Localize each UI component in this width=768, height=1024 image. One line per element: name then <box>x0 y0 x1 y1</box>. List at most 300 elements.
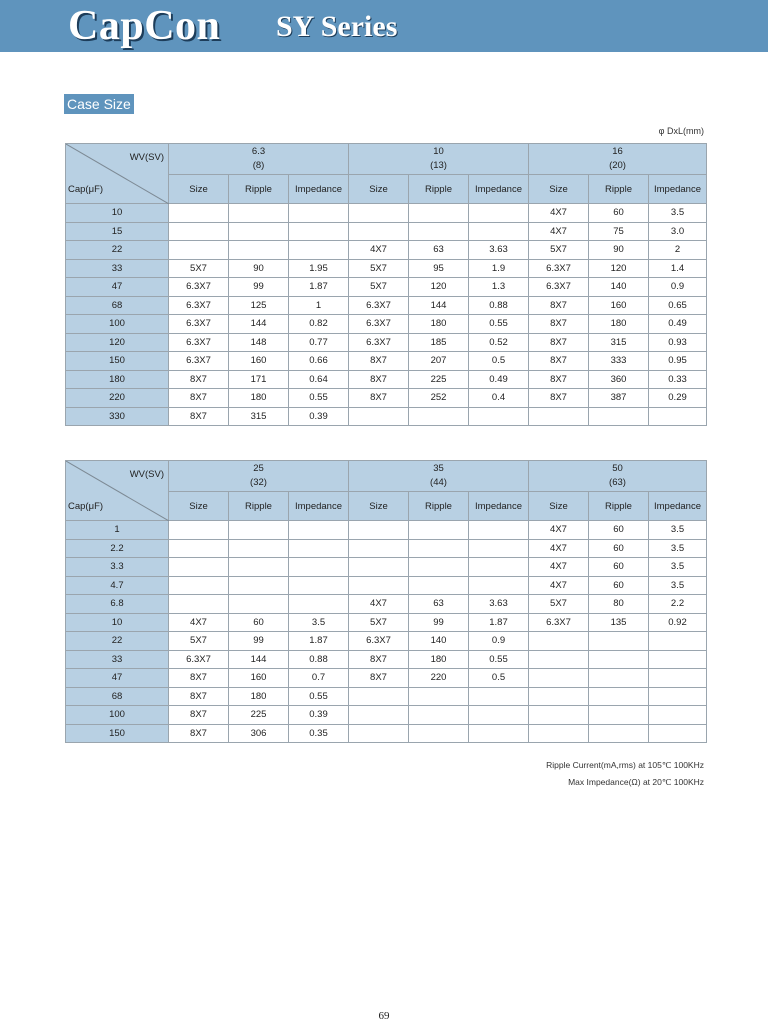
ripple-cell: 148 <box>229 333 289 352</box>
size-cell <box>169 595 229 614</box>
column-header-size: Size <box>529 175 589 204</box>
footnote-impedance: Max Impedance(Ω) at 20℃ 100KHz <box>568 777 704 787</box>
impedance-cell: 0.52 <box>469 333 529 352</box>
impedance-cell <box>649 407 707 426</box>
impedance-cell: 0.5 <box>469 669 529 688</box>
ripple-cell: 144 <box>409 296 469 315</box>
impedance-cell: 0.93 <box>649 333 707 352</box>
impedance-cell <box>469 558 529 577</box>
working-voltage: 35 <box>433 463 444 474</box>
table-row <box>66 706 707 725</box>
impedance-cell: 0.77 <box>289 333 349 352</box>
impedance-cell <box>469 539 529 558</box>
impedance-cell: 2 <box>649 241 707 260</box>
surge-voltage: (63) <box>609 477 626 488</box>
impedance-cell <box>649 706 707 725</box>
size-cell: 8X7 <box>349 389 409 408</box>
impedance-cell: 0.55 <box>469 315 529 334</box>
impedance-cell: 0.4 <box>469 389 529 408</box>
ripple-cell <box>409 687 469 706</box>
impedance-cell: 3.5 <box>649 576 707 595</box>
surge-voltage: (13) <box>430 160 447 171</box>
impedance-cell <box>469 407 529 426</box>
size-cell <box>169 558 229 577</box>
impedance-cell: 0.49 <box>649 315 707 334</box>
ripple-cell: 180 <box>229 389 289 408</box>
capacitance-cell: 15 <box>66 222 169 241</box>
size-cell: 4X7 <box>349 595 409 614</box>
table-row <box>66 389 707 408</box>
impedance-cell <box>469 222 529 241</box>
table-row <box>66 333 707 352</box>
ripple-cell: 144 <box>229 315 289 334</box>
impedance-cell <box>289 576 349 595</box>
ripple-cell: 60 <box>589 204 649 223</box>
table-row <box>66 278 707 297</box>
size-cell: 8X7 <box>169 407 229 426</box>
capacitance-cell: 33 <box>66 650 169 669</box>
surge-voltage: (44) <box>430 477 447 488</box>
column-header-ripple: Ripple <box>409 492 469 521</box>
voltage-header <box>529 144 707 175</box>
ripple-cell: 180 <box>229 687 289 706</box>
size-cell: 4X7 <box>529 204 589 223</box>
table-row <box>66 724 707 743</box>
column-header-ripple: Ripple <box>589 492 649 521</box>
size-cell: 5X7 <box>349 613 409 632</box>
capacitance-cell: 10 <box>66 613 169 632</box>
ripple-cell: 160 <box>229 669 289 688</box>
impedance-cell: 0.39 <box>289 706 349 725</box>
ripple-cell: 125 <box>229 296 289 315</box>
size-cell: 6.3X7 <box>529 259 589 278</box>
ripple-cell: 80 <box>589 595 649 614</box>
column-header-size: Size <box>529 492 589 521</box>
size-cell <box>349 407 409 426</box>
capacitance-cell: 22 <box>66 632 169 651</box>
size-cell: 8X7 <box>349 650 409 669</box>
impedance-cell <box>649 724 707 743</box>
ripple-cell <box>229 204 289 223</box>
ripple-cell <box>589 687 649 706</box>
ripple-cell: 140 <box>409 632 469 651</box>
size-cell: 8X7 <box>349 370 409 389</box>
size-cell: 6.3X7 <box>529 613 589 632</box>
impedance-cell: 0.88 <box>469 296 529 315</box>
ripple-cell: 252 <box>409 389 469 408</box>
ripple-cell: 160 <box>589 296 649 315</box>
size-cell: 4X7 <box>529 222 589 241</box>
size-cell <box>169 222 229 241</box>
impedance-cell: 0.35 <box>289 724 349 743</box>
impedance-cell: 0.66 <box>289 352 349 371</box>
impedance-cell: 0.65 <box>649 296 707 315</box>
capacitance-cell: 180 <box>66 370 169 389</box>
size-cell: 6.3X7 <box>169 278 229 297</box>
size-cell: 8X7 <box>529 389 589 408</box>
size-cell: 6.3X7 <box>349 296 409 315</box>
impedance-cell: 0.92 <box>649 613 707 632</box>
ripple-cell <box>229 241 289 260</box>
page-number: 69 <box>378 1010 390 1022</box>
impedance-cell: 1 <box>289 296 349 315</box>
column-header-ripple: Ripple <box>229 175 289 204</box>
impedance-cell: 0.64 <box>289 370 349 389</box>
capacitance-cell: 6.8 <box>66 595 169 614</box>
corner-header <box>66 461 169 521</box>
ripple-cell: 306 <box>229 724 289 743</box>
brand-logo: CapCon <box>68 3 221 49</box>
size-cell: 5X7 <box>349 278 409 297</box>
working-voltage: 10 <box>433 146 444 157</box>
size-cell: 8X7 <box>349 352 409 371</box>
ripple-cell <box>589 669 649 688</box>
capacitance-cell: 47 <box>66 278 169 297</box>
column-header-impedance: Impedance <box>649 175 707 204</box>
cap-label: Cap(μF) <box>68 184 104 195</box>
impedance-cell: 3.5 <box>649 204 707 223</box>
working-voltage: 16 <box>612 146 623 157</box>
ripple-cell <box>409 724 469 743</box>
table-row <box>66 687 707 706</box>
ripple-cell <box>229 558 289 577</box>
impedance-cell: 1.95 <box>289 259 349 278</box>
header-banner <box>0 0 768 52</box>
cap-label: Cap(μF) <box>68 501 104 512</box>
capacitance-cell: 220 <box>66 389 169 408</box>
capacitance-cell: 47 <box>66 669 169 688</box>
spec-table-low-voltage <box>65 143 707 426</box>
size-cell: 6.3X7 <box>529 278 589 297</box>
ripple-cell <box>589 407 649 426</box>
size-cell: 8X7 <box>529 296 589 315</box>
column-header-size: Size <box>169 175 229 204</box>
ripple-cell: 180 <box>409 315 469 334</box>
surge-voltage: (32) <box>250 477 267 488</box>
voltage-header <box>169 144 349 175</box>
ripple-cell: 225 <box>229 706 289 725</box>
size-cell: 8X7 <box>529 333 589 352</box>
table-row <box>66 241 707 260</box>
size-cell: 4X7 <box>529 558 589 577</box>
footnote-ripple: Ripple Current(mA,rms) at 105℃ 100KHz <box>546 760 704 770</box>
impedance-cell <box>649 687 707 706</box>
table-row <box>66 296 707 315</box>
size-cell <box>349 521 409 540</box>
column-header-size: Size <box>349 175 409 204</box>
ripple-cell <box>229 222 289 241</box>
capacitance-cell: 22 <box>66 241 169 260</box>
size-cell: 5X7 <box>529 595 589 614</box>
size-cell: 4X7 <box>529 521 589 540</box>
impedance-cell <box>289 595 349 614</box>
ripple-cell: 160 <box>229 352 289 371</box>
ripple-cell: 75 <box>589 222 649 241</box>
ripple-cell: 60 <box>589 539 649 558</box>
table-row <box>66 259 707 278</box>
impedance-cell: 3.63 <box>469 241 529 260</box>
size-cell <box>169 521 229 540</box>
table-row <box>66 576 707 595</box>
size-cell <box>349 222 409 241</box>
capacitance-cell: 150 <box>66 352 169 371</box>
impedance-cell <box>649 669 707 688</box>
size-cell: 4X7 <box>169 613 229 632</box>
impedance-cell: 0.55 <box>289 389 349 408</box>
impedance-cell: 0.88 <box>289 650 349 669</box>
impedance-cell <box>289 204 349 223</box>
capacitance-cell: 120 <box>66 333 169 352</box>
size-cell: 8X7 <box>529 352 589 371</box>
impedance-cell <box>469 706 529 725</box>
table-row <box>66 315 707 334</box>
ripple-cell: 180 <box>589 315 649 334</box>
impedance-cell <box>469 687 529 706</box>
ripple-cell: 63 <box>409 595 469 614</box>
column-header-impedance: Impedance <box>289 175 349 204</box>
ripple-cell: 171 <box>229 370 289 389</box>
column-header-ripple: Ripple <box>229 492 289 521</box>
size-cell: 5X7 <box>169 259 229 278</box>
impedance-cell: 1.87 <box>289 632 349 651</box>
size-cell: 4X7 <box>529 576 589 595</box>
size-cell <box>349 576 409 595</box>
section-label: Case Size <box>64 94 134 114</box>
impedance-cell: 1.87 <box>289 278 349 297</box>
ripple-cell: 315 <box>589 333 649 352</box>
capacitance-cell: 33 <box>66 259 169 278</box>
impedance-cell: 0.9 <box>649 278 707 297</box>
impedance-cell: 0.55 <box>469 650 529 669</box>
voltage-header <box>349 144 529 175</box>
surge-voltage: (20) <box>609 160 626 171</box>
impedance-cell <box>289 241 349 260</box>
impedance-cell: 3.5 <box>289 613 349 632</box>
ripple-cell <box>589 650 649 669</box>
ripple-cell: 99 <box>229 632 289 651</box>
capacitance-cell: 10 <box>66 204 169 223</box>
wv-label: WV(SV) <box>129 152 164 163</box>
size-cell <box>169 241 229 260</box>
table-row <box>66 521 707 540</box>
ripple-cell <box>409 222 469 241</box>
impedance-cell: 1.9 <box>469 259 529 278</box>
size-cell <box>349 724 409 743</box>
unit-note: φ DxL(mm) <box>658 126 704 136</box>
impedance-cell: 3.5 <box>649 558 707 577</box>
series-title: SY Series <box>276 10 398 43</box>
table-row <box>66 613 707 632</box>
ripple-cell: 99 <box>409 613 469 632</box>
ripple-cell: 90 <box>589 241 649 260</box>
ripple-cell: 144 <box>229 650 289 669</box>
table-row <box>66 558 707 577</box>
surge-voltage: (8) <box>252 160 265 171</box>
size-cell: 6.3X7 <box>169 650 229 669</box>
column-header-impedance: Impedance <box>649 492 707 521</box>
impedance-cell: 3.0 <box>649 222 707 241</box>
impedance-cell: 0.49 <box>469 370 529 389</box>
working-voltage: 6.3 <box>251 146 266 157</box>
ripple-cell: 135 <box>589 613 649 632</box>
size-cell: 8X7 <box>349 669 409 688</box>
ripple-cell <box>589 706 649 725</box>
size-cell <box>349 558 409 577</box>
ripple-cell <box>229 595 289 614</box>
impedance-cell: 1.4 <box>649 259 707 278</box>
size-cell <box>529 687 589 706</box>
column-header-size: Size <box>169 492 229 521</box>
capacitance-cell: 4.7 <box>66 576 169 595</box>
size-cell: 6.3X7 <box>169 333 229 352</box>
impedance-cell: 0.82 <box>289 315 349 334</box>
ripple-cell <box>409 576 469 595</box>
size-cell: 6.3X7 <box>169 352 229 371</box>
wv-label: WV(SV) <box>129 469 164 480</box>
table-row <box>66 539 707 558</box>
ripple-cell <box>229 539 289 558</box>
capacitance-cell: 150 <box>66 724 169 743</box>
size-cell: 8X7 <box>169 687 229 706</box>
size-cell: 8X7 <box>169 706 229 725</box>
size-cell: 6.3X7 <box>169 315 229 334</box>
impedance-cell: 0.29 <box>649 389 707 408</box>
ripple-cell: 387 <box>589 389 649 408</box>
working-voltage: 25 <box>253 463 264 474</box>
size-cell <box>349 204 409 223</box>
column-header-impedance: Impedance <box>469 492 529 521</box>
ripple-cell: 120 <box>409 278 469 297</box>
impedance-cell: 3.5 <box>649 521 707 540</box>
size-cell: 6.3X7 <box>349 632 409 651</box>
column-header-size: Size <box>349 492 409 521</box>
size-cell: 6.3X7 <box>349 333 409 352</box>
impedance-cell: 3.63 <box>469 595 529 614</box>
size-cell: 8X7 <box>529 315 589 334</box>
size-cell <box>529 669 589 688</box>
size-cell: 5X7 <box>529 241 589 260</box>
ripple-cell: 60 <box>589 521 649 540</box>
size-cell: 6.3X7 <box>169 296 229 315</box>
impedance-cell: 0.9 <box>469 632 529 651</box>
impedance-cell <box>469 724 529 743</box>
voltage-header <box>529 461 707 492</box>
impedance-cell: 2.2 <box>649 595 707 614</box>
size-cell: 4X7 <box>349 241 409 260</box>
voltage-header <box>349 461 529 492</box>
ripple-cell <box>589 632 649 651</box>
ripple-cell <box>229 576 289 595</box>
impedance-cell <box>649 650 707 669</box>
size-cell <box>529 632 589 651</box>
size-cell: 8X7 <box>169 669 229 688</box>
impedance-cell: 0.95 <box>649 352 707 371</box>
capacitance-cell: 100 <box>66 706 169 725</box>
capacitance-cell: 68 <box>66 687 169 706</box>
capacitance-cell: 330 <box>66 407 169 426</box>
spec-table-high-voltage <box>65 460 707 743</box>
table-row <box>66 370 707 389</box>
ripple-cell: 207 <box>409 352 469 371</box>
table-row <box>66 222 707 241</box>
working-voltage: 50 <box>612 463 623 474</box>
size-cell: 8X7 <box>169 389 229 408</box>
ripple-cell: 99 <box>229 278 289 297</box>
ripple-cell: 185 <box>409 333 469 352</box>
table-row <box>66 669 707 688</box>
impedance-cell: 0.33 <box>649 370 707 389</box>
voltage-header <box>169 461 349 492</box>
ripple-cell <box>409 204 469 223</box>
size-cell: 5X7 <box>169 632 229 651</box>
ripple-cell: 225 <box>409 370 469 389</box>
ripple-cell <box>409 407 469 426</box>
capacitance-cell: 68 <box>66 296 169 315</box>
capacitance-cell: 3.3 <box>66 558 169 577</box>
column-header-ripple: Ripple <box>589 175 649 204</box>
size-cell <box>529 706 589 725</box>
table-row <box>66 407 707 426</box>
size-cell <box>529 724 589 743</box>
ripple-cell <box>229 521 289 540</box>
impedance-cell: 0.7 <box>289 669 349 688</box>
ripple-cell: 220 <box>409 669 469 688</box>
impedance-cell: 1.87 <box>469 613 529 632</box>
size-cell <box>529 650 589 669</box>
ripple-cell: 333 <box>589 352 649 371</box>
ripple-cell <box>589 724 649 743</box>
capacitance-cell: 100 <box>66 315 169 334</box>
impedance-cell: 3.5 <box>649 539 707 558</box>
column-header-impedance: Impedance <box>469 175 529 204</box>
size-cell: 8X7 <box>169 724 229 743</box>
ripple-cell: 360 <box>589 370 649 389</box>
ripple-cell: 60 <box>589 576 649 595</box>
ripple-cell <box>409 521 469 540</box>
impedance-cell: 0.39 <box>289 407 349 426</box>
ripple-cell: 180 <box>409 650 469 669</box>
ripple-cell: 120 <box>589 259 649 278</box>
table-row <box>66 632 707 651</box>
impedance-cell: 0.5 <box>469 352 529 371</box>
capacitance-cell: 1 <box>66 521 169 540</box>
size-cell: 8X7 <box>169 370 229 389</box>
size-cell <box>529 407 589 426</box>
size-cell <box>349 706 409 725</box>
size-cell <box>169 204 229 223</box>
ripple-cell <box>409 539 469 558</box>
table-row <box>66 204 707 223</box>
ripple-cell: 95 <box>409 259 469 278</box>
impedance-cell <box>289 539 349 558</box>
impedance-cell <box>469 576 529 595</box>
column-header-ripple: Ripple <box>409 175 469 204</box>
impedance-cell <box>289 521 349 540</box>
size-cell: 4X7 <box>529 539 589 558</box>
ripple-cell: 90 <box>229 259 289 278</box>
corner-header <box>66 144 169 204</box>
impedance-cell: 0.55 <box>289 687 349 706</box>
table-row <box>66 352 707 371</box>
ripple-cell: 315 <box>229 407 289 426</box>
table-row <box>66 595 707 614</box>
size-cell <box>169 539 229 558</box>
ripple-cell: 63 <box>409 241 469 260</box>
impedance-cell <box>289 558 349 577</box>
size-cell: 5X7 <box>349 259 409 278</box>
impedance-cell <box>649 632 707 651</box>
table-row <box>66 650 707 669</box>
